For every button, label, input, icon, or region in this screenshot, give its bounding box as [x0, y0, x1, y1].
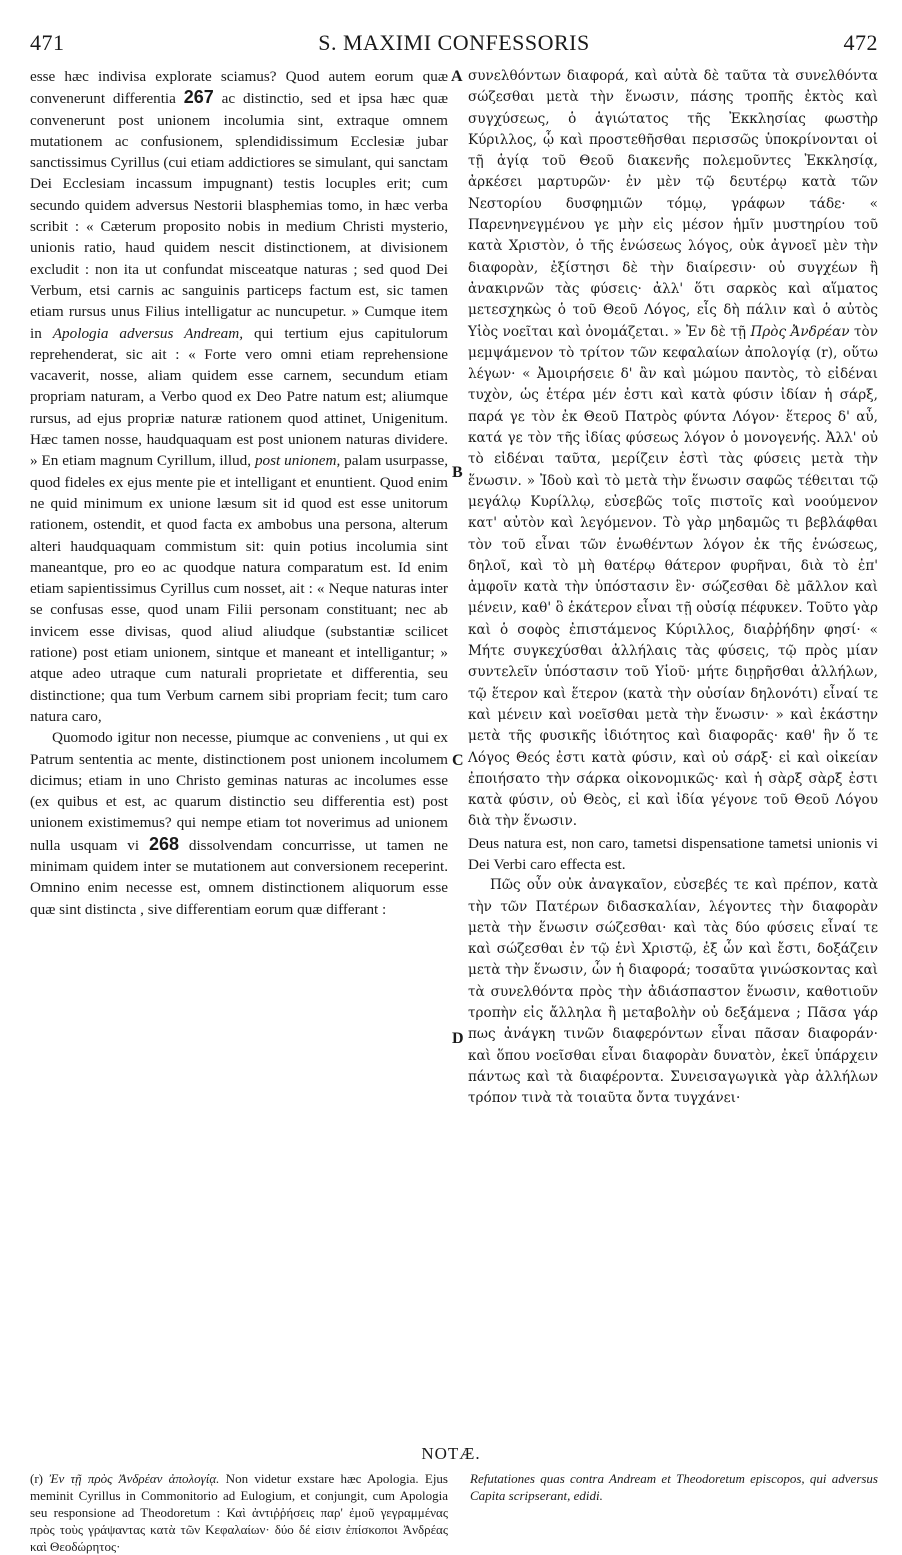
notes-heading: NOTÆ. — [421, 1444, 481, 1463]
footnote-left: (r) Ἐν τῇ πρὸς Ἀνδρέαν ἀπολογίᾳ. Non videtur exstare hæc Apologia. Ejus meminit Cyrillus in Commonitorio ad Eulogium, et conjungit, cum Apologia seu responsione ad Theodoretum : Καὶ ἀντιῤῥήσεις παρ' ἐμοῦ γεγραμμένας πρὸς τοὺς γράψαντας κατὰ τῶν Κεφαλαίων· δύο δέ εἰσιν ἐπίσκοποι Ἀνδρέας καὶ Θεοδώρητος· — [30, 1471, 448, 1554]
greek-paragraph-2: Πῶς οὖν οὐκ ἀναγκαῖον, εὐσεβές τε καὶ πρέπον, κατὰ τὴν τῶν Πατέρων διδασκαλίαν, λέγοντες τὴν διαφορὰν μετὰ τὴν ἕνωσιν σώζεσθαι· καὶ τὰς δύο φύσεις εἶναί τε καὶ σώζεσθαι ἐν τῷ ἑνὶ Χριστῷ, ἐξ ὧν καὶ ἔστι, δοξάζειν μετὰ τὴν ἕνωσιν, ὧν ἡ διαφορά; τοσαῦτα γινώσκοντας καὶ τὰ συνελθόντα πρὸς τὴν ἀδιάσπαστον ἕνωσιν, καθοτιοῦν τροπὴν εἰς ἄλληλα ἢ μεταβολὴν οὐ δεξάμενα ; Πᾶσα γάρ πως ἀνάγκη τινῶν διαφερόντων εἶναι πᾶσαν διαφοράν· καὶ ὅπου νοεῖσθαι εἶναι διαφορὰν δυνατὸν, ἐκεῖ ὑπάρχειν πάντως καὶ τὰ διαφέροντα. Συνεισαγωγικὰ γὰρ ἀλλήλων τρόπον τινὰ τὰ τοιαῦτα ὄντα τυγχάνει· — [468, 877, 878, 1107]
column-number-267: 267 — [183, 87, 214, 108]
page-header — [30, 30, 878, 60]
latin-paragraph-2: Quomodo igitur non necesse, piumque ac conveniens , ut qui ex Patrum sententia ac mente, distinctionem post unionem incolumem dicimus; etiam in uno Christo geminas naturas ac incolumes esse (ex quibus et est, ac quarum distinctio seu differentia est) post unionem existimemus? qui nempe etiam tot noverimus ad unionem nulla usquam vi 268 dissolvendam concurrisse, ut tamen ne minimam quidem inter se mutationem aut conversionem receperint. Omnino enim necesse est, omnem distinctionem aliquorum esse quæ sint distincta , sive differentiam eorum quæ differant : — [30, 729, 448, 918]
column-number-268: 268 — [148, 833, 180, 854]
work-title-pros-andrean: Πρὸς Ἀνδρέαν — [750, 323, 850, 340]
greek-column — [468, 66, 878, 1110]
footnote-latin-translation: Refutationes quas contra Andream et Theodoretum episcopos, qui adversus Capita scripserant, edidi. — [470, 1471, 878, 1503]
phrase-post-unionem: post unionem, — [254, 452, 341, 470]
section-marker-b: B — [452, 464, 463, 481]
section-marker-c: C — [452, 752, 464, 769]
latin-gloss: Deus natura est, non caro, tametsi dispensatione tametsi unionis vi Dei Verbi caro effecta est. — [468, 834, 878, 873]
work-title-apologia: Apologia adversus Andream, — [52, 324, 244, 342]
latin-paragraph-1: esse hæc indivisa explorate sciamus? Quod autem eorum quæ convenerunt differentia 267 ac distinctio, sed et ipsa hæc quæ convenerunt post unionem incolumia sint, extraque omnem mutationem ac confusionem, splendidissimum Ecclesiæ jubar sanctissimus Cyrillus (cui etiam addictiores se simulant, qui sanctam Dei Ecclesiam incassum impugnant) testis locuples erit; cum secundo quidem adversus Nestorii blasphemias tomo, in hæc verba scribit : « Cæterum proposito nobis in medium Christi mysterio, unionis ratio, haud quidem nescit distinctionem, at divisionem excludit : non ita ut confundat misceatque naturas ; sed quod Dei Verbum, etsi carnis ac sanguinis particeps factum est, sic tamen etiam rursus unus Filius intelligatur ac nuncupetur. » Cumque item in Apologia adversus Andream, qui tertium ejus capitulorum reprehenderat, sic ait : « Forte vero omni etiam reprehensione vacaverit, nosse, aliam quidem esse carnem, secundum etiam propriam naturam, a Verbo quod ex Deo Patre natum est; aliumque rursus, ad ejus propriæ naturæ rationem quod attinet, Unigenitum. Hæc tamen nosse, haudquaquam est post unionem naturas dividere. » En etiam magnum Cyrillum, illud, post unionem, palam usurpasse, quod fideles ex ejus mente pie et intelligant et enuntient. Quod enim ne quid minimum ex unione læsum sit id quod est esse unitorum rationem, ostendit, et quod facta ex ambobus una persona, alterum alteri haudquaquam commistum sit: quin potius incolumia sint maneantque, pro eo ac quodque natura comparatum est. Id enim etiam sapientissimus Cyrillus cum nosset, ait : « Neque naturas inter se confusas esse, quod unam Filii personam constituant; nec ab invicem esse divisas, quod aliud aliudque (substantiæ scilicet ratione) post etiam unionem, sintque et maneant et intelligantur; » atque adeo utraque cum naturali proprietate et differentia, seu distinctione; qua tum Verbum carnem sibi propriam fecit; tum caro natura caro, — [30, 68, 449, 725]
footnote-greek-title: Ἐν τῇ πρὸς Ἀνδρέαν ἀπολογίᾳ. — [49, 1471, 220, 1486]
running-title: S. MAXIMI CONFESSORIS — [318, 30, 590, 55]
latin-column — [30, 66, 448, 920]
section-marker-a: A — [451, 68, 463, 85]
page-number-right: 472 — [843, 30, 878, 55]
greek-paragraph-1: συνελθόντων διαφορά, καὶ αὐτὰ δὲ ταῦτα τὰ συνελθόντα σώζεσθαι μετὰ τὴν ἕνωσιν, πάσης τροπῆς ἐκτὸς καὶ συγχύσεως, ὁ ἁγιώτατος τῆς Ἐκκλησίας φωστὴρ Κύριλλος, ᾧ καὶ προστεθῆσθαι περισσῶς ὑποκρίνονται οἱ τῇ ἁγίᾳ τοῦ Θεοῦ διακενῆς πολεμοῦντες Ἐκκλησίᾳ, ἀρκέσει μαρτυρῶν· ἐν μὲν τῷ δευτέρῳ κατὰ τῶν Νεστορίου δυσφημιῶν τόμῳ, γράφων τάδε· « Παρενηνεγμένου γε μὴν εἰς μέσον ἡμῖν μυστηρίου τοῦ κατὰ Χριστὸν, ὁ τῆς ἑνώσεως λόγος, οὐκ ἀγνοεῖ μὲν τὴν διαφορὰν, ἐξίστησι δὲ τὴν διαίρεσιν· οὐ συγχέων ἢ ἀνακιρνῶν τὰς φύσεις· ἀλλ' ὅτι σαρκὸς καὶ αἵματος μετεσχηκὼς ὁ τοῦ Θεοῦ Λόγος, εἷς δὴ πάλιν καὶ ὁ αὐτὸς Υἱὸς νοεῖται καὶ ὀνομάζεται. » Ἐν δὲ τῇ Πρὸς Ἀνδρέαν τὸν μεμψάμενον τὸ τρίτον τῶν κεφαλαίων ἀπολογίᾳ (r), οὕτω λέγων· « Ἀμοιρήσειε δ' ἂν καὶ μώμου παντὸς, τὸ εἰδέναι τυχὸν, ὡς ἑτέρα μέν ἐστι καὶ κατὰ φύσιν ἰδίαν ἡ σάρξ, παρά γε τὸν ἐκ Θεοῦ Πατρὸς φύντα Λόγον· ἕτερος δ' αὖ, κατά γε τὸν τῆς ἰδίας φύσεως λόγον ὁ μονογενής. Ἀλλ' οὐ τὸ εἰδέναι ταῦτα, μερίζειν ἐστὶ τὰς φύσεις μετὰ τὴν ἕνωσιν. » Ἰδοὺ καὶ τὸ μετὰ τὴν ἕνωσιν σαφῶς τέθειται τῷ μεγάλῳ Κυρίλλῳ, εὐσεβῶς τοῖς πιστοῖς καὶ νοούμενον κατ' αὐτὸν καὶ λεγόμενον. Τὸ γὰρ μηδαμῶς τι βεβλάφθαι τὸν τοῦ εἶναι τῶν ἑνωθέντων λόγον ἐκ τῆς ἑνώσεως, δηλοῖ, καὶ τὸ μὴ θατέρῳ θάτερον φυρῆναι, διὰ τὸ ἐπ' ἀμφοῖν κατὰ τὴν ὑπόστασιν ἓν· σώζεσθαι δὲ μᾶλλον καὶ μένειν, καθ' ὃ ἑκάτερον εἶναι τῇ οὐσίᾳ πέφυκεν. Τοῦτο γὰρ καὶ ὁ σοφὸς ἐπιστάμενος Κύριλλος, διαῤῥήδην φησί· « Μήτε συγκεχύσθαι ἀλλήλαις τὰς φύσεις, τῷ πρὸς μίαν συντελεῖν ὑπόστασιν τοῦ Υἱοῦ· μήτε διῃρῆσθαι ἀλλήλων, τῷ ἕτερον καὶ ἕτερον (κατὰ τὴν οὐσίαν δηλονότι) εἶναί τε καὶ μένειν καὶ νοεῖσθαι μετὰ τὴν ἕνωσιν· » καὶ ἑκάστην μετὰ τῆς φυσικῆς ἰδιότητος καὶ διαφορᾶς· καθ' ἣν ὅ τε Λόγος Θεός ἐστι κατὰ φύσιν, καὶ οὐ σάρξ· εἰ καὶ οἰκείαν ἐποιήσατο τὴν σάρκα οἰκονομικῶς· καὶ ἡ σὰρξ σὰρξ ἐστι κατὰ φύσιν, οὐ Θεὸς, εἰ καὶ ἰδία γέγονε τοῦ Θεοῦ Λόγου διὰ τὴν ἕνωσιν. — [468, 68, 878, 830]
page-number-left: 471 — [30, 30, 65, 55]
footnote-right — [470, 1470, 878, 1504]
section-marker-d: D — [452, 1030, 464, 1047]
